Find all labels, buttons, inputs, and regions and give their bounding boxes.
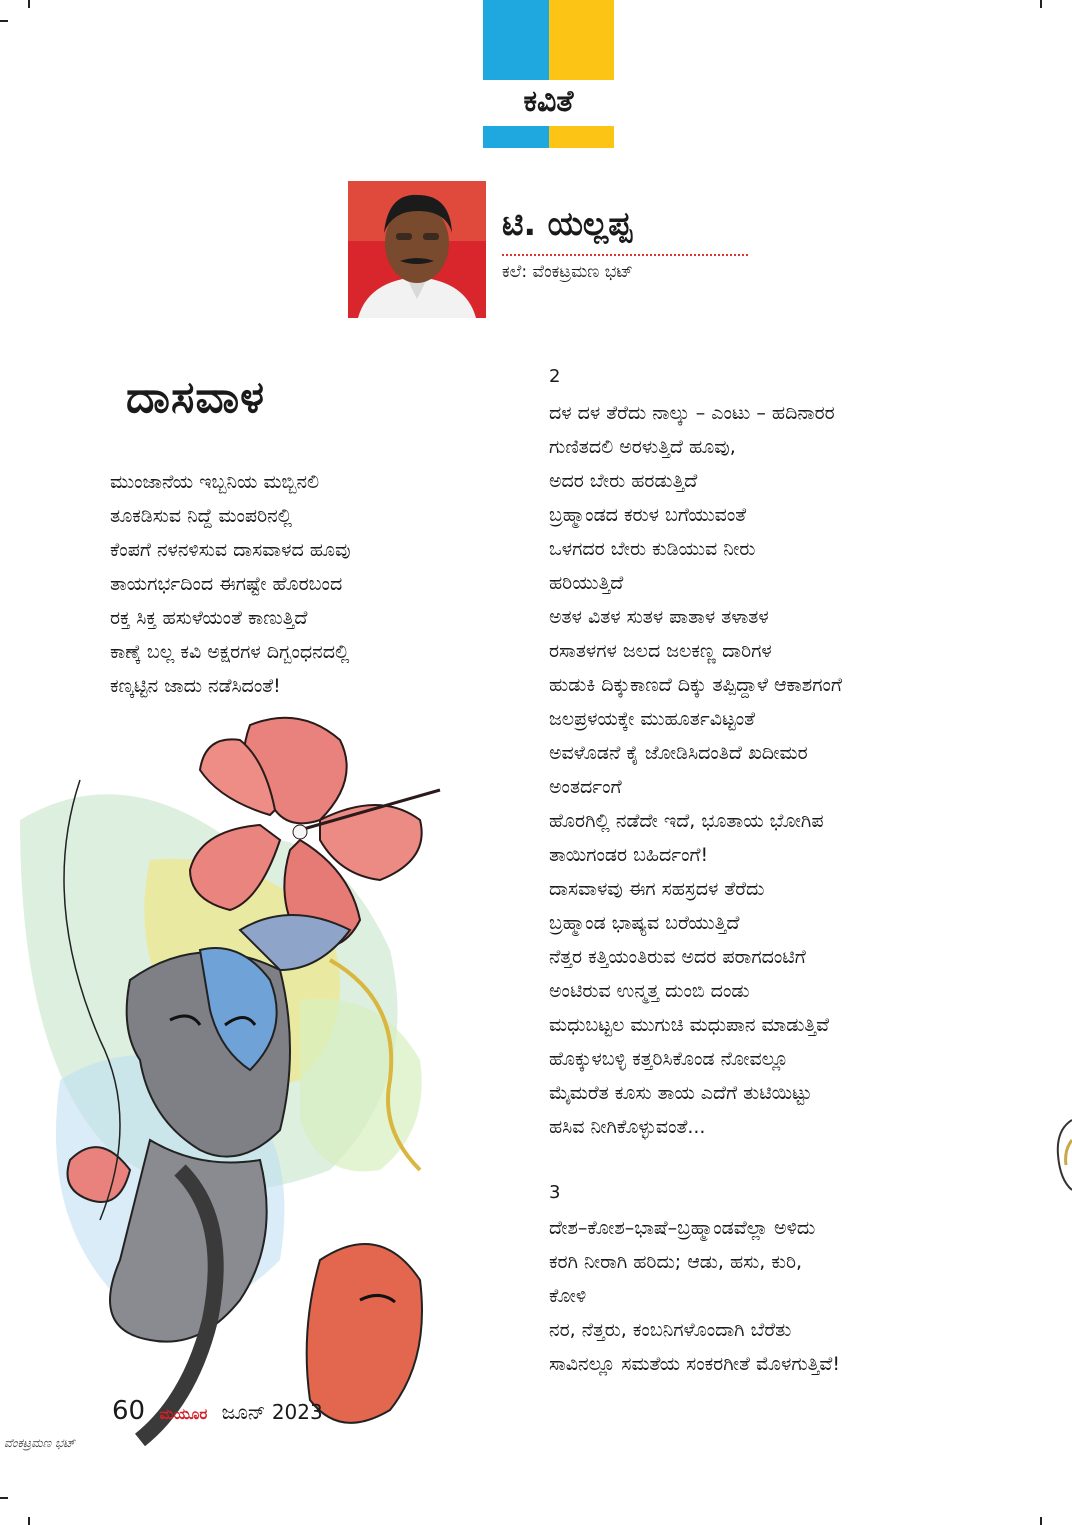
poem-line: ನರ, ನೆತ್ತರು, ಕಂಬನಿಗಳೊಂದಾಗಿ ಬೆರೆತು [549,1319,792,1341]
poem-line: ನೆತ್ತರ ಕತ್ತಿಯಂತಿರುವ ಅದರ ಪರಾಗದಂಟಿಗೆ [549,946,806,968]
stanza-3 [549,1211,840,1381]
poem-illustration [0,700,520,1470]
poem-line: ಅತಳ ವಿತಳ ಸುತಳ ಪಾತಾಳ ತಳಾತಳ [549,606,769,628]
poem-line: ಮುಂಜಾನೆಯ ಇಬ್ಬನಿಯ ಮಬ್ಬಿನಲಿ [110,471,320,493]
poem-line: ಜಲಪ್ರಳಯಕ್ಕೇ ಮುಹೂರ್ತವಿಟ್ಟಂತೆ [549,708,755,730]
page-number: 60 [112,1396,146,1426]
poem-line: ಗುಣಿತದಲಿ ಅರಳುತ್ತಿದೆ ಹೂವು, [549,436,736,458]
poem-line: ಹಸಿವ ನೀಗಿಕೊಳ್ಳುವಂತೆ... [549,1116,706,1138]
poem-line: ಕೆಂಪಗೆ ನಳನಳಿಸುವ ದಾಸವಾಳದ ಹೂವು [110,539,351,561]
poem-line: ಬ್ರಹ್ಮಾಂಡ ಭಾಷ್ಯವ ಬರೆಯುತ್ತಿದೆ [549,912,740,934]
poem-line: ರಕ್ತ ಸಿಕ್ತ ಹಸುಳೆಯಂತೆ ಕಾಣುತ್ತಿದೆ [110,607,308,629]
issue-date: ಜೂನ್ 2023 [221,1400,323,1424]
poem-line: ಹೊಕ್ಕುಳಬಳ್ಳಿ ಕತ್ತರಿಸಿಕೊಂಡ ನೋವಲ್ಲೂ [549,1048,789,1070]
crop-mark [0,20,8,22]
crop-mark [1040,1517,1042,1525]
poem-line: ಅಂತರ್ದಂಗೆ [549,776,622,798]
poem-title: ದಾಸವಾಳ [126,372,265,423]
poem-line: ತೂಕಡಿಸುವ ನಿದ್ದೆ ಮಂಪರಿನಲ್ಲಿ [110,505,293,527]
poem-line: ಅಂಟಿರುವ ಉನ್ಮತ್ತ ದುಂಬಿ ದಂಡು [549,980,750,1002]
crop-mark [28,1517,30,1525]
illustrator-signature: ವೆಂಕಟ್ರಮಣ ಭಟ್ [4,1436,75,1450]
poem-line: ಮಧುಬಟ್ಟಲ ಮುಗುಚಿ ಮಧುಪಾನ ಮಾಡುತ್ತಿವೆ [549,1014,830,1036]
stanza-1 [110,465,351,703]
adjacent-page-art [1052,1110,1072,1200]
poem-line: ಅವಳೊಡನೆ ಕೈ ಜೋಡಿಸಿದಂತಿದೆ ಖದೀಮರ [549,742,808,764]
poem-line: ದಾಸವಾಳವು ಈಗ ಸಹಸ್ರದಳ ತೆರೆದು [549,878,765,900]
badge-yellow-block [549,0,614,80]
poem-line: ಅದರ ಬೇರು ಹರಡುತ್ತಿದೆ [549,470,698,492]
section-badge-bottom [483,126,614,148]
poem-line: ಬ್ರಹ್ಮಾಂಡದ ಕರುಳ ಬಗೆಯುವಂತೆ [549,504,747,526]
poem-line: ತಾಯಗರ್ಭದಿಂದ ಈಗಷ್ಟೇ ಹೊರಬಂದ [110,573,343,595]
stanza-2-number: 2 [549,366,561,387]
author-divider [502,254,748,256]
poem-line: ಮೈಮರೆತ ಕೂಸು ತಾಯ ಎದೆಗೆ ತುಟಿಯಿಟ್ಟು [549,1082,812,1104]
crop-mark [28,0,30,8]
crop-mark [1040,0,1042,8]
author-name: ಟಿ. ಯಲ್ಲಪ್ಪ [502,204,632,243]
magazine-name: ಮಯೂರ [159,1405,208,1423]
poem-line: ದಳ ದಳ ತೆರೆದು ನಾಲ್ಕು – ಎಂಟು – ಹದಿನಾರರ [549,402,835,424]
stanza-2 [549,396,842,1144]
poem-line: ಕಾಣ್ಕೆ ಬಲ್ಲ ಕವಿ ಅಕ್ಷರಗಳ ದಿಗ್ಬಂಧನದಲ್ಲಿ [110,641,350,663]
poem-line: ಕಣ್ಕಟ್ಟಿನ ಜಾದು ನಡೆಸಿದಂತೆ! [110,675,281,697]
stanza-3-number: 3 [549,1182,561,1203]
poem-line: ತಾಯಿಗಂಡರ ಬಹಿರ್ದಂಗೆ! [549,844,709,866]
section-badge-top [483,0,614,80]
art-credit: ಕಲೆ: ವೆಂಕಟ್ರಮಣ ಭಟ್ [502,262,633,282]
poem-line: ರಸಾತಳಗಳ ಜಲದ ಜಲಕಣ್ಣ ದಾರಿಗಳ [549,640,772,662]
poem-line: ಹರಿಯುತ್ತಿದೆ [549,572,624,594]
poem-line: ಸಾವಿನಲ್ಲೂ ಸಮತೆಯ ಸಂಕರಗೀತೆ ಮೊಳಗುತ್ತಿವೆ! [549,1353,840,1375]
poem-line: ಒಳಗದರ ಬೇರು ಕುಡಿಯುವ ನೀರು [549,538,756,560]
poem-line: ಕೋಳಿ [549,1285,587,1307]
badge-yellow-strip [549,126,614,148]
poem-line: ಕರಗಿ ನೀರಾಗಿ ಹರಿದು; ಆಡು, ಹಸು, ಕುರಿ, [549,1251,803,1273]
page-footer [112,1396,323,1426]
badge-blue-strip [483,126,549,148]
crop-mark [0,1497,8,1499]
section-label: ಕವಿತೆ [523,84,574,119]
poem-line: ಹುಡುಕಿ ದಿಕ್ಕುಕಾಣದೆ ದಿಕ್ಕು ತಪ್ಪಿದ್ದಾಳೆ ಆಕಾಶಗಂಗೆ [549,674,842,696]
poem-line: ಹೊರಗಿಲ್ಲಿ ನಡೆದೇ ಇದೆ, ಭೂತಾಯ ಭೋಗಿಪ [549,810,824,832]
badge-blue-block [483,0,549,80]
poem-line: ದೇಶ–ಕೋಶ–ಭಾಷೆ–ಬ್ರಹ್ಮಾಂಡವೆಲ್ಲಾ ಅಳಿದು [549,1217,816,1239]
author-photo [348,181,486,318]
